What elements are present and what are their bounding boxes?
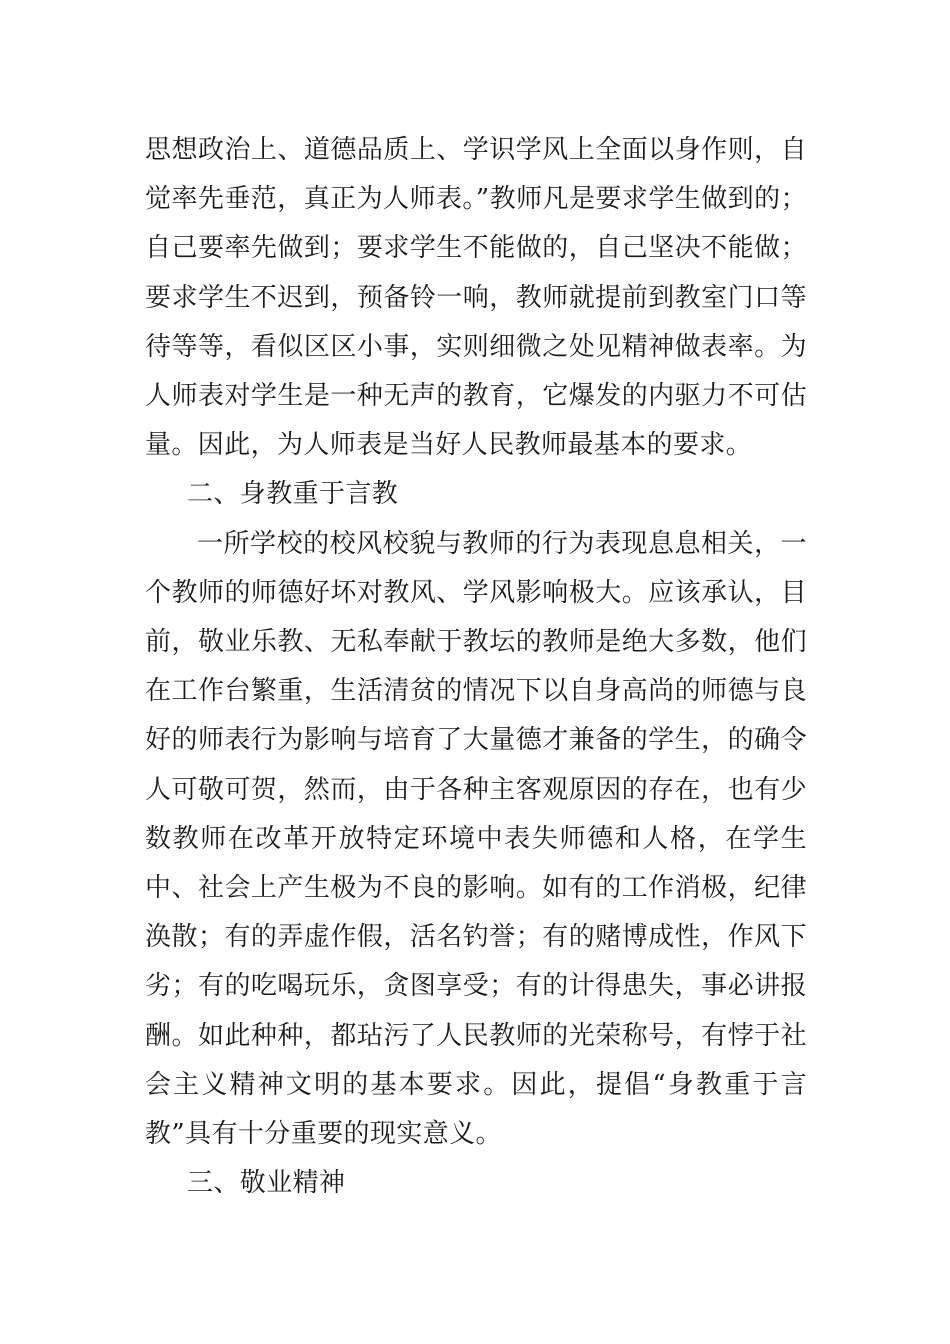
section-heading-2: 二、身教重于言教: [187, 479, 399, 510]
paragraph-continuation: 思想政治上、道德品质上、学识学风上全面以身作则，自觉率先垂范，真正为人师表。”教师凡是要求学生做到的；自己要率先做到；要求学生不能做的，自己坚决不能做；要求学生不迟到，预备铃一响，教师就提前到教室门口等待等等，看似区区小事，实则细微之处见精神做表率。为人师表对学生是一种无声的教育，它爆发的内驱力不可估量。因此，为人师表是当好人民教师最基本的要求。: [145, 135, 807, 461]
document-body: [145, 126, 807, 1208]
paragraph-body: 一所学校的校风校貌与教师的行为表现息息相关，一个教师的师德好坏对教风、学风影响极大。应该承认，目前，敬业乐教、无私奉献于教坛的教师是绝大多数，他们在工作台繁重，生活清贫的情况下以自身高尚的师德与良好的师表行为影响与培育了大量德才兼备的学生，的确令人可敬可贺，然而，由于各种主客观原因的存在，也有少数教师在改革开放特定环境中表失师德和人格，在学生中、社会上产生极为不良的影响。如有的工作消极，纪律涣散；有的弄虚作假，活名钓誉；有的赌博成性，作风下劣；有的吃喝玩乐，贪图享受；有的计得患失，事必讲报酬。如此种种，都玷污了人民教师的光荣称号，有悖于社会主义精神文明的基本要求。因此，提倡“身教重于言教”具有十分重要的现实意义。: [145, 528, 807, 1150]
section-heading-3: 三、敬业精神: [187, 1168, 346, 1199]
